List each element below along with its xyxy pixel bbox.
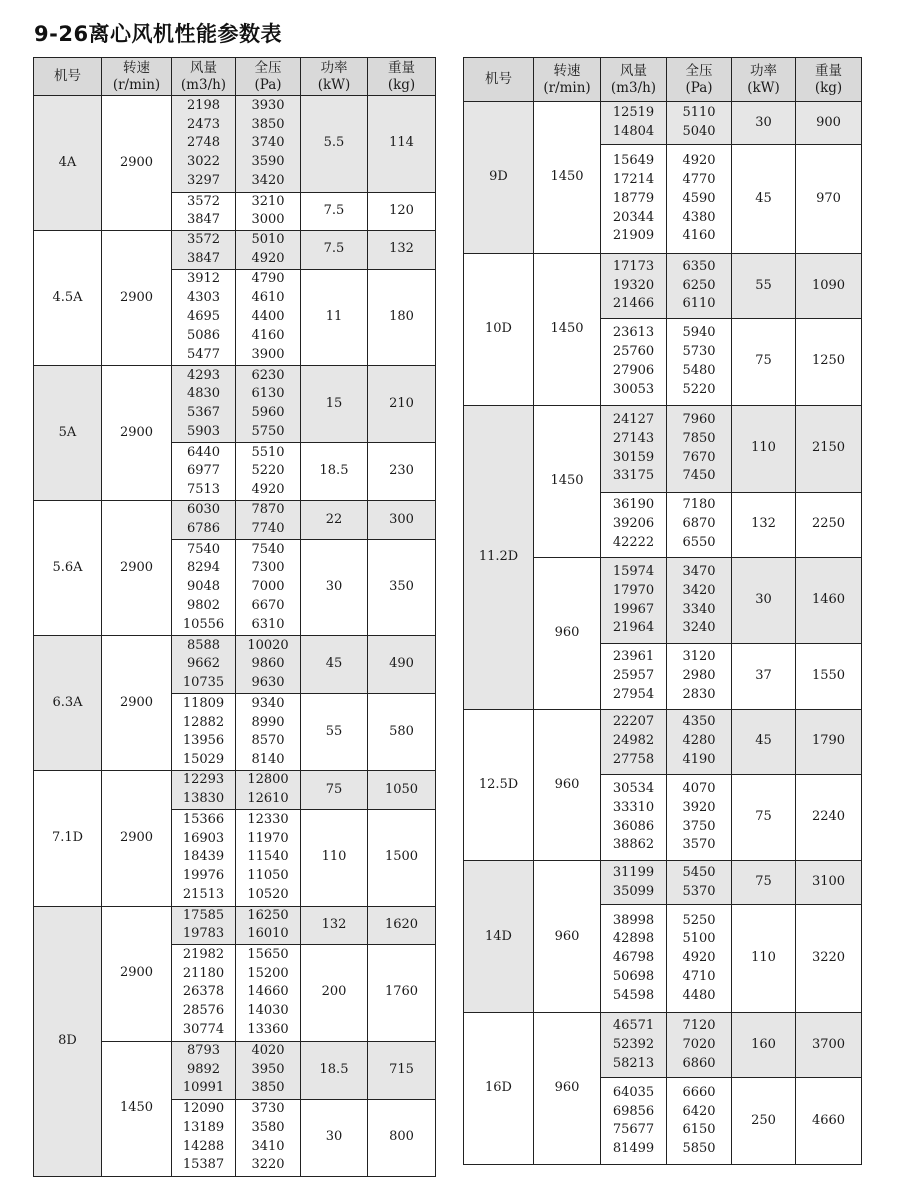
pressure-cell: 15650 15200 14660 14030 13360	[236, 945, 301, 1042]
pressure-cell: 3730 3580 3410 3220	[236, 1099, 301, 1176]
table-row	[34, 771, 436, 810]
power-cell: 45	[732, 709, 796, 774]
power-cell: 55	[732, 253, 796, 318]
pressure-cell: 3930 3850 3740 3590 3420	[236, 96, 301, 193]
model-cell: 6.3A	[34, 636, 102, 771]
model-cell: 8D	[34, 906, 102, 1176]
flow-cell: 30534 33310 36086 38862	[601, 774, 667, 861]
power-cell: 15	[301, 366, 368, 443]
pressure-cell: 4070 3920 3750 3570	[667, 774, 732, 861]
table-row	[464, 1013, 862, 1078]
weight-cell: 350	[368, 539, 436, 636]
col-header-weight: 重量 (kg)	[368, 58, 436, 96]
weight-cell: 715	[368, 1041, 436, 1099]
power-cell: 30	[732, 102, 796, 145]
col-header-model: 机号	[464, 58, 534, 102]
weight-cell: 2150	[796, 405, 862, 492]
speed-cell: 1450	[534, 102, 601, 254]
weight-cell: 800	[368, 1099, 436, 1176]
flow-cell: 8793 9892 10991	[172, 1041, 236, 1099]
flow-cell: 3912 4303 4695 5086 5477	[172, 269, 236, 366]
speed-cell: 960	[534, 557, 601, 709]
weight-cell: 2250	[796, 492, 862, 557]
weight-cell: 180	[368, 269, 436, 366]
power-cell: 18.5	[301, 443, 368, 501]
power-cell: 75	[732, 861, 796, 904]
power-cell: 45	[301, 636, 368, 694]
table-row	[34, 231, 436, 270]
model-cell: 5.6A	[34, 501, 102, 636]
weight-cell: 1050	[368, 771, 436, 810]
speed-cell: 960	[534, 1013, 601, 1165]
table-body-left	[34, 96, 436, 1177]
flow-cell: 6030 6786	[172, 501, 236, 540]
table-row	[34, 96, 436, 193]
pressure-cell: 6350 6250 6110	[667, 253, 732, 318]
model-cell: 5A	[34, 366, 102, 501]
pressure-cell: 5510 5220 4920	[236, 443, 301, 501]
power-cell: 7.5	[301, 231, 368, 270]
speed-cell: 1450	[534, 253, 601, 405]
flow-cell: 2198 2473 2748 3022 3297	[172, 96, 236, 193]
speed-cell: 2900	[102, 771, 172, 906]
pressure-cell: 3210 3000	[236, 192, 301, 231]
weight-cell: 3700	[796, 1013, 862, 1078]
weight-cell: 120	[368, 192, 436, 231]
pressure-cell: 4020 3950 3850	[236, 1041, 301, 1099]
table-row	[34, 636, 436, 694]
flow-cell: 12293 13830	[172, 771, 236, 810]
pressure-cell: 4350 4280 4190	[667, 709, 732, 774]
col-header-power: 功率 (kW)	[301, 58, 368, 96]
speed-cell: 2900	[102, 636, 172, 771]
pressure-cell: 7120 7020 6860	[667, 1013, 732, 1078]
power-cell: 55	[301, 694, 368, 771]
power-cell: 250	[732, 1078, 796, 1165]
weight-cell: 490	[368, 636, 436, 694]
speed-cell: 960	[534, 861, 601, 1013]
flow-cell: 24127 27143 30159 33175	[601, 405, 667, 492]
col-header-pressure: 全压 (Pa)	[667, 58, 732, 102]
weight-cell: 900	[796, 102, 862, 145]
power-cell: 200	[301, 945, 368, 1042]
flow-cell: 15974 17970 19967 21964	[601, 557, 667, 644]
weight-cell: 1500	[368, 810, 436, 907]
power-cell: 7.5	[301, 192, 368, 231]
power-cell: 132	[732, 492, 796, 557]
table-row	[464, 709, 862, 774]
weight-cell: 580	[368, 694, 436, 771]
power-cell: 160	[732, 1013, 796, 1078]
performance-table-right	[463, 57, 862, 1165]
flow-cell: 15366 16903 18439 19976 21513	[172, 810, 236, 907]
flow-cell: 12090 13189 14288 15387	[172, 1099, 236, 1176]
col-header-flow: 风量 (m3/h)	[172, 58, 236, 96]
table-body-right	[464, 102, 862, 1165]
performance-table-left	[33, 57, 436, 1177]
table-row	[34, 366, 436, 443]
flow-cell: 21982 21180 26378 28576 30774	[172, 945, 236, 1042]
table-row	[464, 405, 862, 492]
table-row	[34, 501, 436, 540]
power-cell: 45	[732, 145, 796, 254]
pressure-cell: 12330 11970 11540 11050 10520	[236, 810, 301, 907]
pressure-cell: 16250 16010	[236, 906, 301, 945]
power-cell: 75	[732, 318, 796, 405]
flow-cell: 23613 25760 27906 30053	[601, 318, 667, 405]
pressure-cell: 5450 5370	[667, 861, 732, 904]
flow-cell: 3572 3847	[172, 231, 236, 270]
pressure-cell: 10020 9860 9630	[236, 636, 301, 694]
pressure-cell: 4920 4770 4590 4380 4160	[667, 145, 732, 254]
pressure-cell: 3470 3420 3340 3240	[667, 557, 732, 644]
speed-cell: 2900	[102, 906, 172, 1041]
table-row	[464, 861, 862, 904]
weight-cell: 4660	[796, 1078, 862, 1165]
weight-cell: 3220	[796, 904, 862, 1013]
pressure-cell: 4790 4610 4400 4160 3900	[236, 269, 301, 366]
flow-cell: 6440 6977 7513	[172, 443, 236, 501]
weight-cell: 132	[368, 231, 436, 270]
table-row	[34, 906, 436, 945]
page-title: 9-26离心风机性能参数表	[34, 22, 283, 46]
speed-cell: 2900	[102, 501, 172, 636]
col-header-speed: 转速 (r/min)	[534, 58, 601, 102]
table-row	[464, 253, 862, 318]
pressure-cell: 7180 6870 6550	[667, 492, 732, 557]
power-cell: 75	[301, 771, 368, 810]
weight-cell: 114	[368, 96, 436, 193]
flow-cell: 31199 35099	[601, 861, 667, 904]
power-cell: 18.5	[301, 1041, 368, 1099]
power-cell: 22	[301, 501, 368, 540]
weight-cell: 1620	[368, 906, 436, 945]
flow-cell: 12519 14804	[601, 102, 667, 145]
flow-cell: 3572 3847	[172, 192, 236, 231]
power-cell: 110	[732, 904, 796, 1013]
model-cell: 16D	[464, 1013, 534, 1165]
power-cell: 30	[301, 539, 368, 636]
model-cell: 4A	[34, 96, 102, 231]
col-header-flow: 风量 (m3/h)	[601, 58, 667, 102]
model-cell: 4.5A	[34, 231, 102, 366]
pressure-cell: 6230 6130 5960 5750	[236, 366, 301, 443]
weight-cell: 1550	[796, 644, 862, 709]
power-cell: 30	[732, 557, 796, 644]
speed-cell: 2900	[102, 231, 172, 366]
flow-cell: 64035 69856 75677 81499	[601, 1078, 667, 1165]
weight-cell: 300	[368, 501, 436, 540]
speed-cell: 2900	[102, 366, 172, 501]
power-cell: 30	[301, 1099, 368, 1176]
power-cell: 5.5	[301, 96, 368, 193]
flow-cell: 17173 19320 21466	[601, 253, 667, 318]
weight-cell: 230	[368, 443, 436, 501]
pressure-cell: 5110 5040	[667, 102, 732, 145]
pressure-cell: 3120 2980 2830	[667, 644, 732, 709]
weight-cell: 2240	[796, 774, 862, 861]
pressure-cell: 12800 12610	[236, 771, 301, 810]
col-header-weight: 重量 (kg)	[796, 58, 862, 102]
power-cell: 110	[301, 810, 368, 907]
flow-cell: 22207 24982 27758	[601, 709, 667, 774]
flow-cell: 46571 52392 58213	[601, 1013, 667, 1078]
pressure-cell: 5250 5100 4920 4710 4480	[667, 904, 732, 1013]
power-cell: 132	[301, 906, 368, 945]
speed-cell: 2900	[102, 96, 172, 231]
table-header-row	[34, 58, 436, 96]
model-cell: 11.2D	[464, 405, 534, 709]
table-header-row	[464, 58, 862, 102]
pressure-cell: 6660 6420 6150 5850	[667, 1078, 732, 1165]
col-header-power: 功率 (kW)	[732, 58, 796, 102]
model-cell: 9D	[464, 102, 534, 254]
weight-cell: 1790	[796, 709, 862, 774]
col-header-pressure: 全压 (Pa)	[236, 58, 301, 96]
pressure-cell: 7540 7300 7000 6670 6310	[236, 539, 301, 636]
pressure-cell: 7870 7740	[236, 501, 301, 540]
power-cell: 11	[301, 269, 368, 366]
pressure-cell: 5010 4920	[236, 231, 301, 270]
weight-cell: 1760	[368, 945, 436, 1042]
table-row	[464, 102, 862, 145]
weight-cell: 210	[368, 366, 436, 443]
flow-cell: 11809 12882 13956 15029	[172, 694, 236, 771]
flow-cell: 7540 8294 9048 9802 10556	[172, 539, 236, 636]
power-cell: 110	[732, 405, 796, 492]
flow-cell: 17585 19783	[172, 906, 236, 945]
pressure-cell: 9340 8990 8570 8140	[236, 694, 301, 771]
model-cell: 12.5D	[464, 709, 534, 861]
flow-cell: 38998 42898 46798 50698 54598	[601, 904, 667, 1013]
weight-cell: 1090	[796, 253, 862, 318]
flow-cell: 36190 39206 42222	[601, 492, 667, 557]
flow-cell: 23961 25957 27954	[601, 644, 667, 709]
weight-cell: 1250	[796, 318, 862, 405]
weight-cell: 3100	[796, 861, 862, 904]
flow-cell: 8588 9662 10735	[172, 636, 236, 694]
pressure-cell: 5940 5730 5480 5220	[667, 318, 732, 405]
model-cell: 10D	[464, 253, 534, 405]
pressure-cell: 7960 7850 7670 7450	[667, 405, 732, 492]
model-cell: 7.1D	[34, 771, 102, 906]
power-cell: 37	[732, 644, 796, 709]
speed-cell: 960	[534, 709, 601, 861]
weight-cell: 970	[796, 145, 862, 254]
flow-cell: 4293 4830 5367 5903	[172, 366, 236, 443]
flow-cell: 15649 17214 18779 20344 21909	[601, 145, 667, 254]
power-cell: 75	[732, 774, 796, 861]
col-header-speed: 转速 (r/min)	[102, 58, 172, 96]
model-cell: 14D	[464, 861, 534, 1013]
weight-cell: 1460	[796, 557, 862, 644]
col-header-model: 机号	[34, 58, 102, 96]
speed-cell: 1450	[534, 405, 601, 557]
speed-cell: 1450	[102, 1041, 172, 1176]
